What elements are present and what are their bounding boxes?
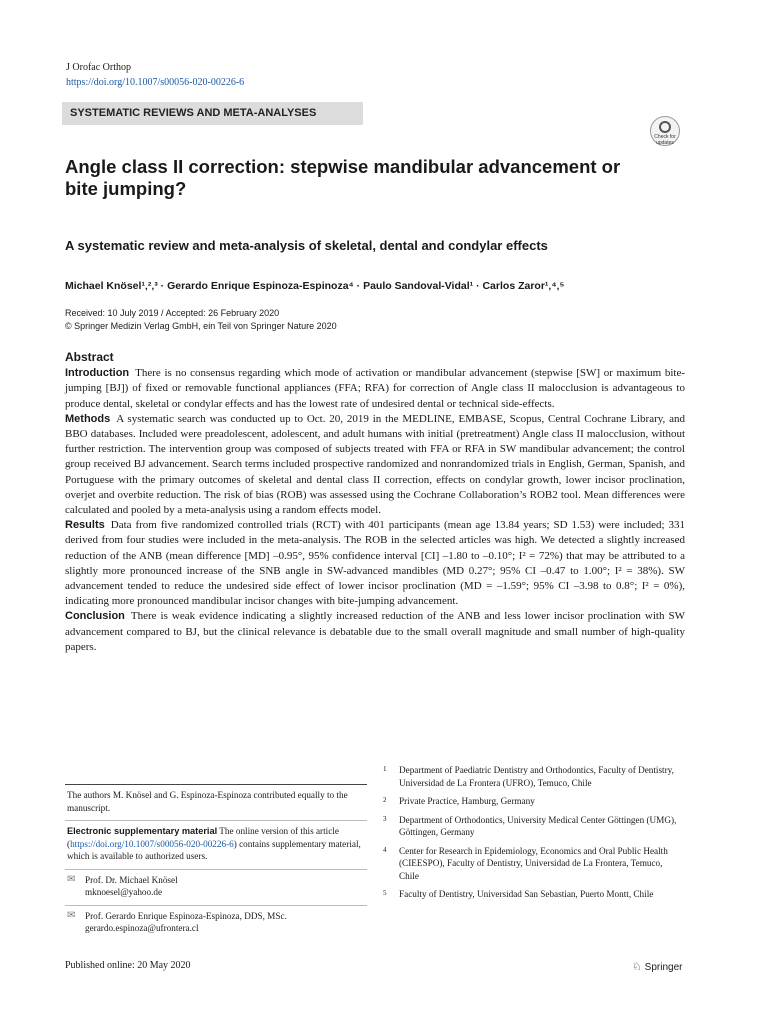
author-list: Michael Knösel¹‚²‚³ · Gerardo Enrique Espinoza-Espinoza⁴ · Paulo Sandoval-Vidal¹ · Carlos Zaror¹‚⁴‚⁵ (65, 280, 565, 292)
esm-doi-link[interactable]: https://doi.org/10.1007/s00056-020-00226-6 (70, 838, 234, 849)
abstract-text: Data from five randomized controlled trials (RCT) with 401 participants (mean age 13.84 years; SD 1.53) were included; 331 derived from four studies were included in the meta-analysis. The ROB in the selected articles was high. We detected a slightly increased reduction of the ANB (mean difference [MD] –0.95°, 95% confidence interval [CI] –1.80 to –0.10°; I² = 72%) that may be attributed to a slightly more pronounced increase of the SNB angle in SW-advanced mandibles (MD 0.27°; 95% CI –0.47 to 1.00°; I² = 38%). SW advancement tended to reduce the undesired side effect of lower incisor proclination (MD = –1.59°; 95% CI –3.98 to 0.8°; I² = 0%), indicating more pronounced mandibular incisor changes with bite-jumping advancement. (65, 519, 685, 608)
doi-link[interactable]: https://doi.org/10.1007/s00056-020-00226-6 (66, 77, 245, 88)
springer-logo (632, 960, 682, 973)
abstract-introduction (65, 366, 685, 412)
esm-text-pre: The online version of this article ( (67, 826, 339, 849)
affiliation-item (383, 764, 683, 789)
esm-label: Electronic supplementary material (67, 826, 218, 836)
affiliation-item (383, 795, 683, 808)
divider (65, 869, 367, 870)
affiliation-text: Department of Paediatric Dentistry and Orthodontics, Faculty of Dentistry, Universidad de La Frontera (UFRO), Temuco, Chile (399, 765, 674, 788)
copyright-line: © Springer Medizin Verlag GmbH, ein Teil von Springer Nature 2020 (65, 321, 337, 331)
badge-line1: Check for (654, 134, 676, 140)
affiliations (383, 764, 683, 907)
footnotes (65, 784, 367, 935)
affiliation-item (383, 814, 683, 839)
springer-horse-icon: ♘ (632, 961, 642, 973)
abstract-heading: Abstract (65, 350, 114, 364)
affiliation-number: 2 (383, 796, 387, 804)
divider (65, 905, 367, 906)
journal-name: J Orofac Orthop (66, 62, 131, 73)
affiliation-text: Center for Research in Epidemiology, Economics and Oral Public Health (CIEESPO), Faculty of Dentistry, Universidad de La Frontera, Temuco, Chile (399, 845, 668, 881)
corresponding-author (65, 874, 367, 899)
abstract-methods (65, 412, 685, 518)
publisher-name: Springer (644, 962, 683, 973)
envelope-icon: ✉ (67, 909, 76, 921)
author-email[interactable]: mknoesel@yahoo.de (85, 887, 163, 897)
esm-text-post: ) contains supplementary material, which is available to authorized users. (67, 838, 361, 861)
affiliation-text: Private Practice, Hamburg, Germany (399, 796, 535, 806)
envelope-icon: ✉ (67, 873, 76, 885)
abstract-text: There is no consensus regarding which mode of activation or mandibular advancement (stepwise [SW] or maximum bite-jumping [BJ]) of fixed or removable functional appliances (FFA; RFA) for correction of Angle class II malocclusion is advantageous to produce dental, skeletal or condylar effects and has the lowest rate of undesired dental or technical side-effects. (65, 367, 685, 410)
supplementary-note (65, 821, 367, 869)
affiliation-number: 3 (383, 814, 387, 823)
abstract-results (65, 518, 685, 609)
check-for-updates-icon (659, 121, 671, 133)
abstract-label: Introduction (65, 367, 130, 380)
abstract-label: Methods (65, 412, 111, 425)
badge-line2: updates (656, 140, 674, 146)
abstract (65, 350, 685, 655)
affiliation-item (383, 888, 683, 901)
author-name: Prof. Gerardo Enrique Espinoza-Espinoza, DDS, MSc. (85, 910, 287, 921)
corresponding-author (65, 910, 367, 935)
author-email[interactable]: gerardo.espinoza@ufrontera.cl (85, 923, 199, 933)
author-name: Prof. Dr. Michael Knösel (85, 874, 178, 885)
affiliation-number: 1 (383, 765, 387, 773)
affiliation-number: 4 (383, 845, 387, 854)
check-for-updates-badge[interactable] (650, 116, 680, 146)
equal-contribution-note: The authors M. Knösel and G. Espinoza-Espinoza contributed equally to the manuscript. (67, 790, 348, 813)
affiliation-text: Faculty of Dentistry, Universidad San Sebastian, Puerto Montt, Chile (399, 889, 654, 899)
abstract-text: There is weak evidence indicating a slightly increased reduction of the ANB and less lower incisor proclination with SW advancement compared to BJ, but the clinical relevance is debatable due to the small overall magnitude and small number of high-quality papers. (65, 610, 685, 653)
affiliation-number: 5 (383, 889, 387, 897)
abstract-text: A systematic search was conducted up to Oct. 20, 2019 in the MEDLINE, EMBASE, Scopus, Central Cochrane Library, and BBO databases. Included were preadolescent, adolescent, and adult humans with initial (pretreatment) Angle class II malocclusion, without further restriction. The intervention group was composed of subjects treated with FFA or RFA in SW mandibular advancement; the control group received BJ advancement. Search terms included prospective randomized and nonrandomized trials in English, German, Spanish, and Portuguese with the primary outcomes of skeletal and dental class II correction, effects on condylar growth, lower incisor proclination, overjet and overbite reduction. The risk of bias (ROB) was assessed using the Cochrane Collaboration’s ROB2 tool. Mean differences were calculated and pooled by a meta-analysis using a random effects model. (65, 412, 685, 517)
section-label: SYSTEMATIC REVIEWS AND META-ANALYSES (62, 102, 363, 125)
published-online-date: Published online: 20 May 2020 (65, 960, 191, 971)
abstract-conclusion (65, 609, 685, 655)
article-title: Angle class II correction: stepwise mandibular advancement or bite jumping? (65, 156, 621, 199)
received-dates: Received: 10 July 2019 / Accepted: 26 February 2020 (65, 308, 280, 318)
abstract-label: Results (65, 519, 105, 532)
affiliation-item (383, 845, 683, 883)
article-subtitle: A systematic review and meta-analysis of skeletal, dental and condylar effects (65, 238, 548, 253)
affiliation-text: Department of Orthodontics, University Medical Center Göttingen (UMG), Göttingen, Germany (399, 814, 677, 837)
abstract-label: Conclusion (65, 610, 125, 623)
